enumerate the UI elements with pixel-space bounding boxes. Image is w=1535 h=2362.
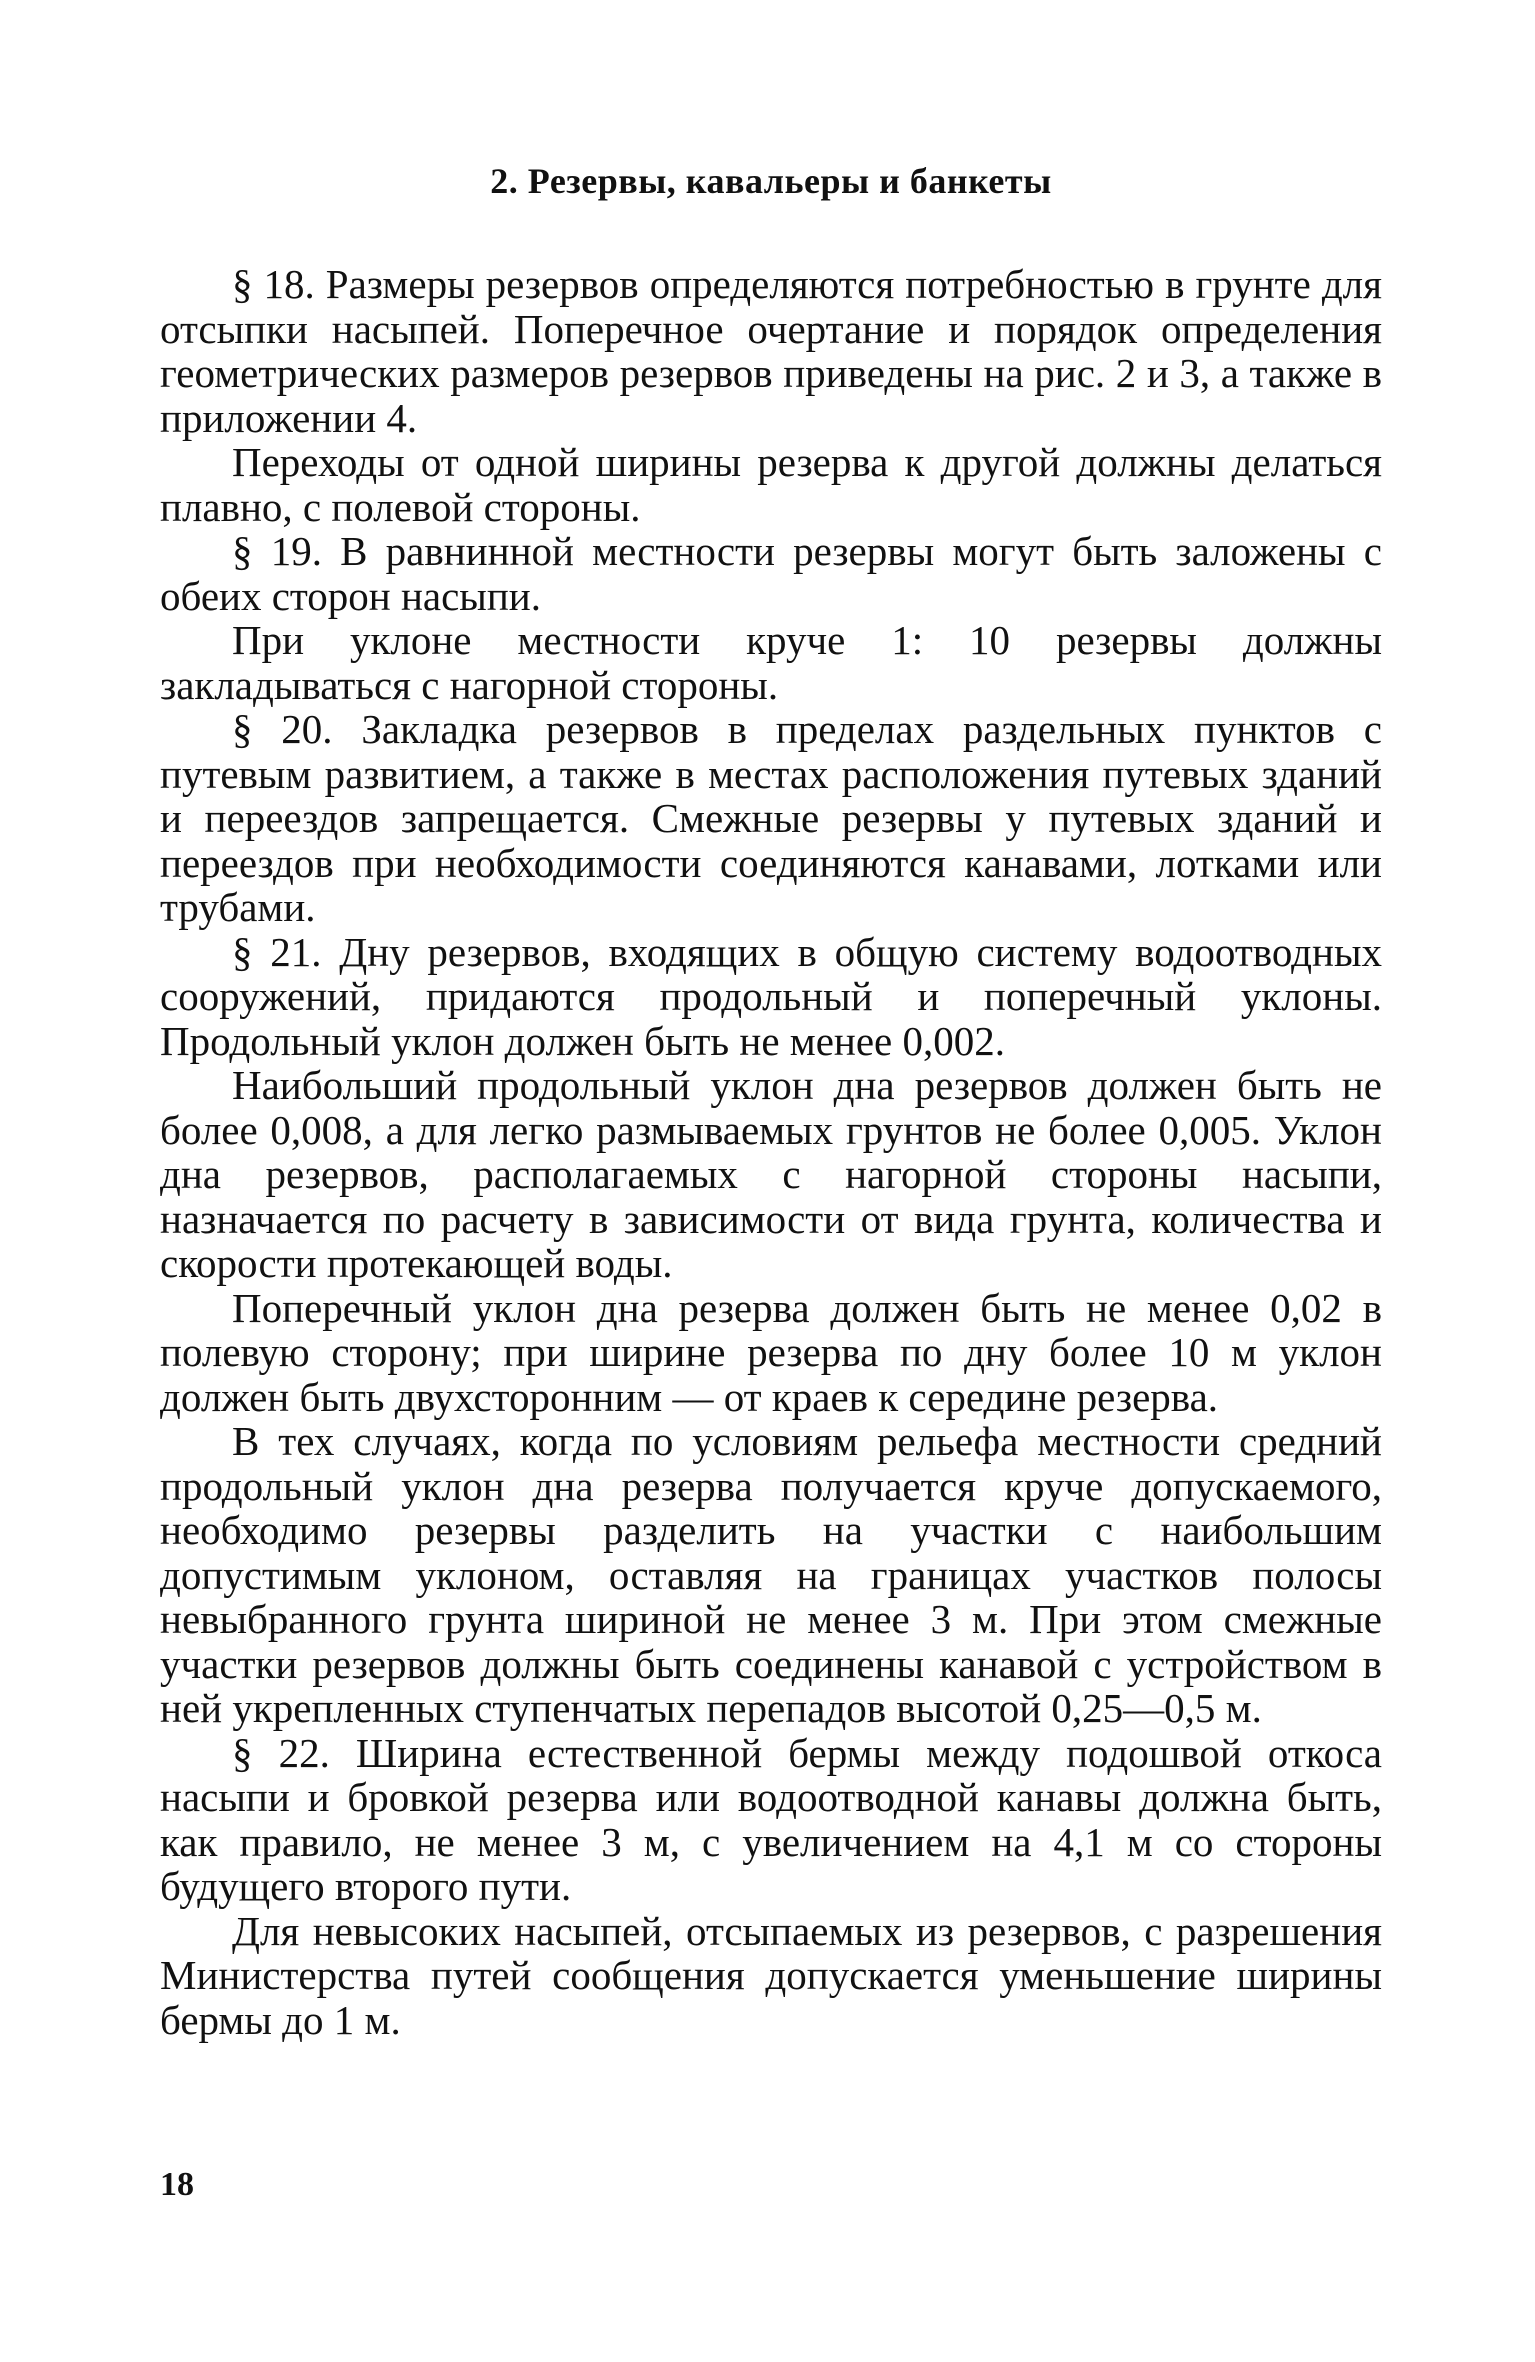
paragraph-21: § 21. Дну резервов, входящих в общую систему водоотводных сооружений, придаются продольный и поперечный уклоны. Продольный уклон должен быть не менее 0,002. [160, 928, 1382, 1064]
page-number: 18 [160, 2166, 194, 2203]
section-title: 2. Резервы, кавальеры и банкеты [490, 161, 1052, 201]
paragraph-20: § 20. Закладка резервов в пределах раздельных пунктов с путевым развитием, а также в местах расположения путевых зданий и переездов запрещается. Смежные резервы у путевых зданий и переездов при необходимости соединяются канавами, лотками или трубами. [160, 706, 1382, 930]
paragraph: Для невысоких насыпей, отсыпаемых из резервов, с разрешения Министерства путей сообщения допускается уменьшение ширины бермы до 1 м. [160, 1907, 1382, 2043]
document-page [160, 160, 1382, 2042]
paragraph: Переходы от одной ширины резерва к другой должны делаться плавно, с полевой стороны. [160, 439, 1382, 530]
paragraph-19: § 19. В равнинной местности резервы могут быть заложены с обеих сторон насыпи. [160, 528, 1382, 619]
paragraph-22: § 22. Ширина естественной бермы между подошвой откоса насыпи и бровкой резерва или водоотводной канавы должна быть, как правило, не менее 3 м, с увеличением на 4,1 м со стороны будущего второго пути. [160, 1729, 1382, 1909]
paragraph: При уклоне местности круче 1: 10 резервы должны закладываться с нагорной стороны. [160, 617, 1382, 708]
paragraph: Поперечный уклон дна резерва должен быть не менее 0,02 в полевую сторону; при ширине резерва по дну более 10 м уклон должен быть двухсторонним — от краев к середине резерва. [160, 1284, 1382, 1420]
paragraph: В тех случаях, когда по условиям рельефа местности средний продольный уклон дна резерва получается круче допускаемого, необходимо резервы разделить на участки с наибольшим допустимым уклоном, оставляя на границах участков полосы невыбранного грунта шириной не менее 3 м. При этом смежные участки резервов должны быть соединены канавой с устройством в ней укрепленных ступенчатых перепадов высотой 0,25—0,5 м. [160, 1418, 1382, 1731]
paragraph: Наибольший продольный уклон дна резервов должен быть не более 0,008, а для легко размываемых грунтов не более 0,005. Уклон дна резервов, располагаемых с нагорной стороны насыпи, назначается по расчету в зависимости от вида грунта, количества и скорости протекающей воды. [160, 1062, 1382, 1286]
paragraph-18: § 18. Размеры резервов определяются потребностью в грунте для отсыпки насыпей. Поперечное очертание и порядок определения геометрических размеров резервов приведены на рис. 2 и 3, а также в приложении 4. [160, 261, 1382, 441]
